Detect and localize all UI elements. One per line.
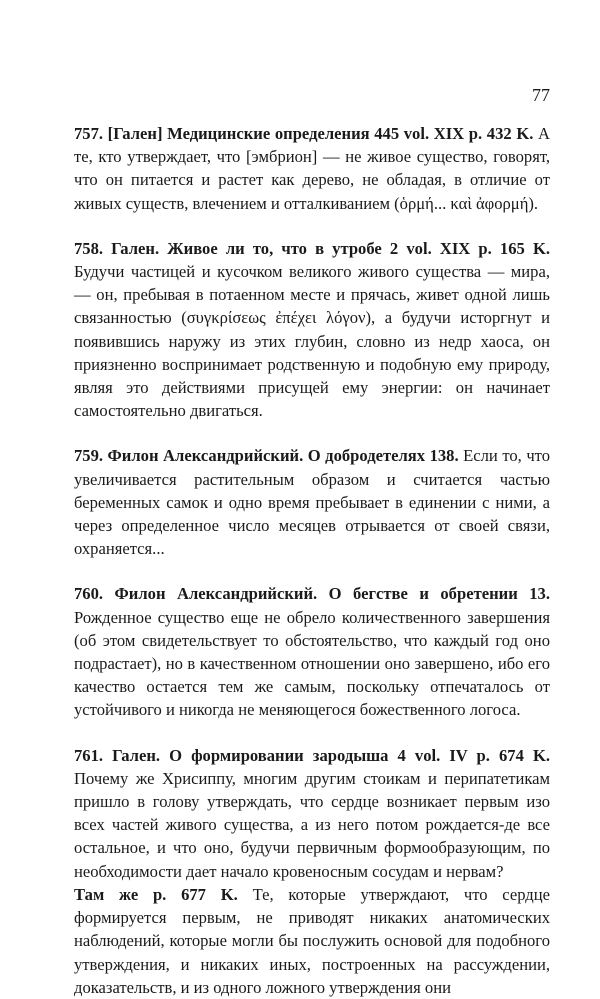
entry-758: [74, 237, 550, 423]
entry-759: [74, 444, 550, 560]
entry-title: 760. Филон Александрийский. О бегстве и обретении 13.: [74, 584, 550, 604]
entry-title: 757. [Гален] Медицинские определения 445 vol. XIX р. 432 K.: [74, 124, 534, 143]
entry-text: Рожденное существо еще не обрело количественного завершения (об этом свидетельствует то обстоятельство, что каждый год оно подрастает), но в качественном отношении оно завершено, ибо его качество остается тем же самым, поскольку отпечаталось от устойчивого и никогда не меняющегося божественного логоса.: [74, 607, 550, 720]
entry-757: [74, 122, 550, 215]
entry-761-continued: [74, 883, 550, 999]
entry-title: Там же р. 677 K.: [74, 884, 238, 904]
page-number: 77: [532, 85, 550, 105]
entry-text: Если то, что увеличивается растительным образом и считается частью беременных самок и одно время пребывает в единении с ними, а через определенное число месяцев отрывается от своей связи, охраняется...: [74, 446, 550, 559]
entry-text: Будучи частицей и кусочком великого живого существа — мира, — он, пребывая в потаенном месте и прячась, живет одной лишь связанностью (συγκρίσεως ἐπέχει λόγον), а будучи исторгнут и появившись наружу из этих глубин, словно из недр хаоса, он приязненно воспринимает родственную и подобную ему природу, являя это действиями присущей ему энергии: он начинает самостоятельно двигаться.: [74, 262, 550, 421]
entry-text: Почему же Хрисиппу, многим другим стоикам и перипатетикам пришло в голову утверждать, что сердце возникает первым изо всех частей живого существа, а из него потом рождается-де все остальное, и что оно, будучи первичным формообразующим, по необходимости дает начало кровеносным сосудам и нервам?: [74, 768, 550, 881]
entry-text: А те, кто утверждает, что [эмбрион] — не живое существо, говорят, что он питается и растет как дерево, не обладая, в отличие от живых существ, влечением и отталкиванием (ὁρμή... καὶ ἀφορμή).: [74, 124, 550, 213]
entry-title: 759. Филон Александрийский. О добродетелях 138.: [74, 446, 459, 466]
entry-760: [74, 582, 550, 721]
entry-title: 758. Гален. Живое ли то, что в утробе 2 vol. XIX р. 165 K.: [74, 238, 550, 258]
entry-text: Те, которые утверждают, что сердце формируется первым, не приводят никаких анатомических наблюдений, которые могли бы послужить основой для подобного утверждения, и никаких иных, построенных на рассуждении, доказательств, и из одного ложного утверждения они: [74, 884, 550, 997]
page-body: [74, 84, 550, 999]
entry-761: [74, 744, 550, 883]
entry-title: 761. Гален. О формировании зародыша 4 vol. IV р. 674 K.: [74, 745, 550, 765]
